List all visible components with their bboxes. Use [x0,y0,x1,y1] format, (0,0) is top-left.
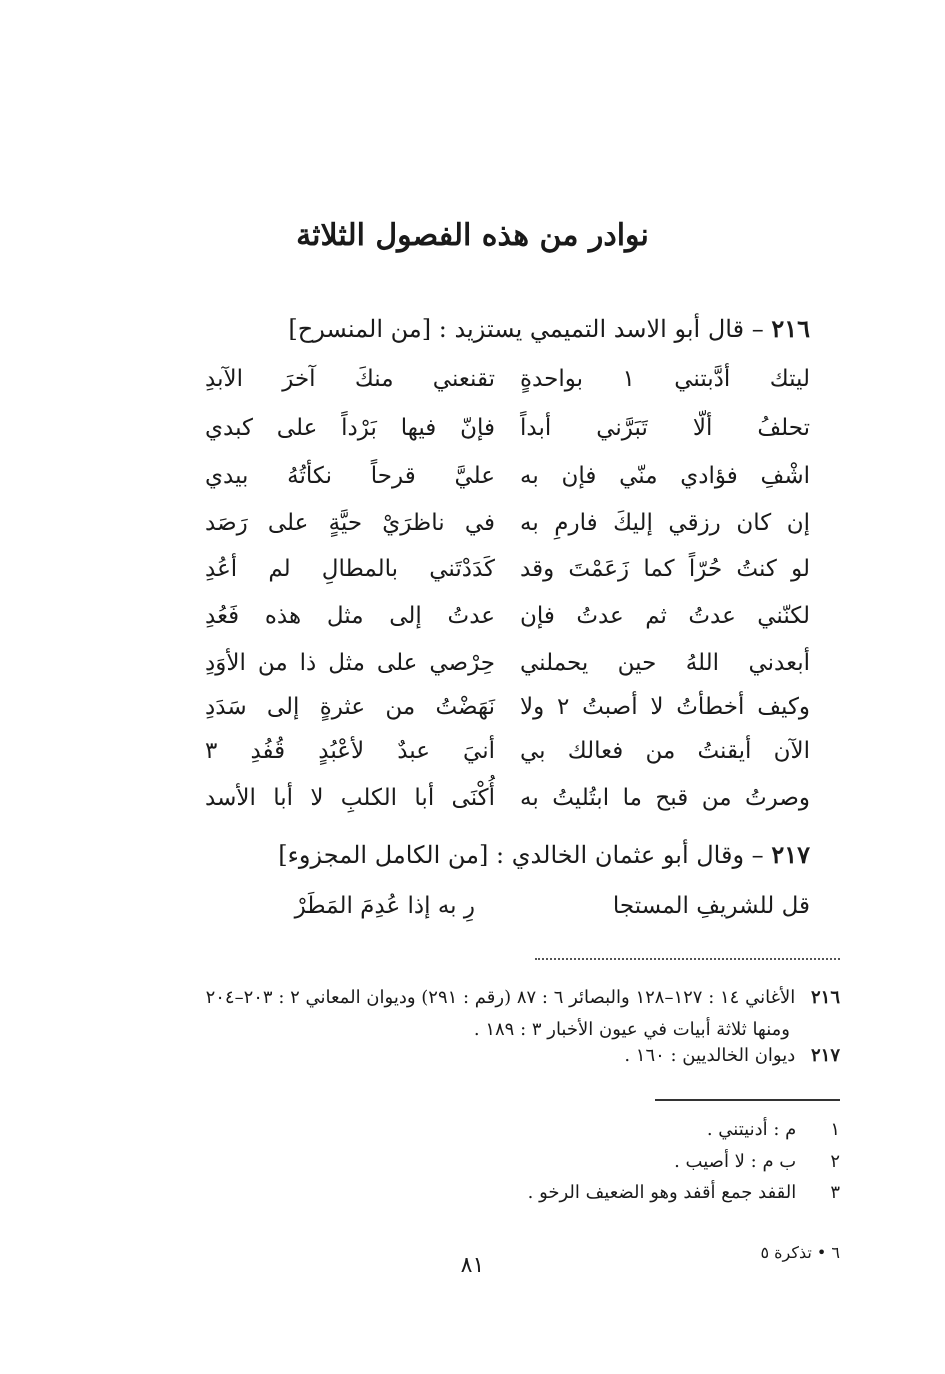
verse-hemistich-2: حِرْصي على مثل ذا من الأوَدِ [205,650,495,676]
verse-216-6 [205,603,810,643]
verse-216-7 [205,650,810,690]
verse-hemistich-1: تحلفُ ألّا تَبَرَّني أبداً [520,415,810,441]
footnote-rule [655,1099,840,1101]
poem-216-number: ٢١٦ [771,314,810,343]
verse-hemistich-2: نَهَضْتُ من عثرةٍ إلى سَدَدِ [205,694,495,720]
poem-217-number: ٢١٧ [771,840,810,869]
footnote-1-number: ١ [830,1119,840,1140]
verse-216-3 [205,463,810,503]
verse-216-5 [205,556,810,596]
footnote-2 [300,1151,840,1172]
source-217-number: ٢١٧ [810,1045,840,1066]
verse-217-1 [205,893,810,933]
verse-216-8 [205,694,810,734]
source-216-line-2: ومنها ثلاثة أبيات في عيون الأخبار ٣ : ١٨٩ . [473,1019,790,1040]
verse-hemistich-1: أبعدني اللهُ حين يحملني [520,650,810,676]
verse-hemistich-2: في ناظرَيْ حيَّةٍ على رَصَد [205,510,495,536]
verse-hemistich-1: إن كان رزقي إليكَ فارمِ به [520,510,810,536]
page-title: نوادر من هذه الفصول الثلاثة [296,218,649,253]
verse-216-10 [205,785,810,825]
page-number: ٨١ [460,1253,485,1278]
verse-hemistich-1: ليتك أدَّبتني ١ بواحدةٍ [520,366,810,392]
verse-hemistich-1: لو كنتُ حُرّاً كما زَعَمْتَ وقد [520,556,810,582]
verse-216-9 [205,738,810,778]
poem-217-heading [150,840,810,869]
verse-hemistich-2: رِ به إذا عُدِمَ المَطَرْ [294,893,475,919]
source-note-216 [150,987,840,1008]
dotted-divider [535,958,840,960]
verse-hemistich-1: وصرتُ من قبح ما ابتُليتُ به [520,785,810,811]
verse-hemistich-2: أنيَ عبدٌ لأعْبُدٍ قُفُدِ ٣ [205,738,495,764]
verse-hemistich-2: عليَّ قرحاً نكأتُهُ بيدي [205,463,495,489]
verse-hemistich-2: عدتُ إلى مثل هذه فَعُدِ [205,603,495,629]
footnote-3-text: القفد جمع أقفد وهو الضعيف الرخو . [527,1182,797,1203]
footnote-3-number: ٣ [830,1182,840,1203]
verse-216-1 [205,366,810,406]
footnote-2-text: ب م : لا أصيب . [674,1151,797,1172]
verse-216-2 [205,415,810,455]
verse-hemistich-1: اشْفِ فؤادي منّي فإن به [520,463,810,489]
footnote-3 [300,1182,840,1203]
poem-216-intro: – قال أبو الاسد التميمي يستزيد : [من المنسرح] [288,315,764,343]
verse-hemistich-2: كَدَدْتَني بالمطالِ لم أعُدِ [205,556,495,582]
verse-216-4 [205,510,810,550]
verse-hemistich-2: فإنّ فيها بَرْداً على كبدي [205,415,495,441]
poem-217-intro: – وقال أبو عثمان الخالدي : [من الكامل المجزوء] [278,841,764,869]
verse-hemistich-2: تقنعني منكَ آخرَ الآبدِ [205,366,495,392]
footnote-1 [300,1119,840,1140]
verse-hemistich-1: لكنّني عدتُ ثم عدتُ فإن [520,603,810,629]
source-216-number: ٢١٦ [810,987,840,1008]
footnote-2-number: ٢ [830,1151,840,1172]
signature-mark: ٦ • تذكرة ٥ [760,1243,840,1262]
source-note-217 [150,1045,840,1066]
verse-hemistich-1: الآن أيقنتُ من فعالك بي [520,738,810,764]
verse-hemistich-1: قل للشريفِ المستجا [612,893,810,919]
footnote-1-text: م : أدنيتني . [706,1119,797,1140]
source-217-line-1: ديوان الخالديين : ١٦٠ . [624,1045,796,1066]
verse-hemistich-2: أُكْنَى أبا الكلبِ لا أبا الأسد [205,785,495,811]
poem-216-heading [150,314,810,343]
verse-hemistich-1: وكيف أخطأتُ لا أصبتُ ٢ ولا [520,694,810,720]
source-216-line-1: الأغاني ١٤ : ١٢٧–١٢٨ والبصائر ٦ : ٨٧ (رقم : ٢٩١) وديوان المعاني ٢ : ٢٠٣–٢٠٤ [205,987,796,1008]
